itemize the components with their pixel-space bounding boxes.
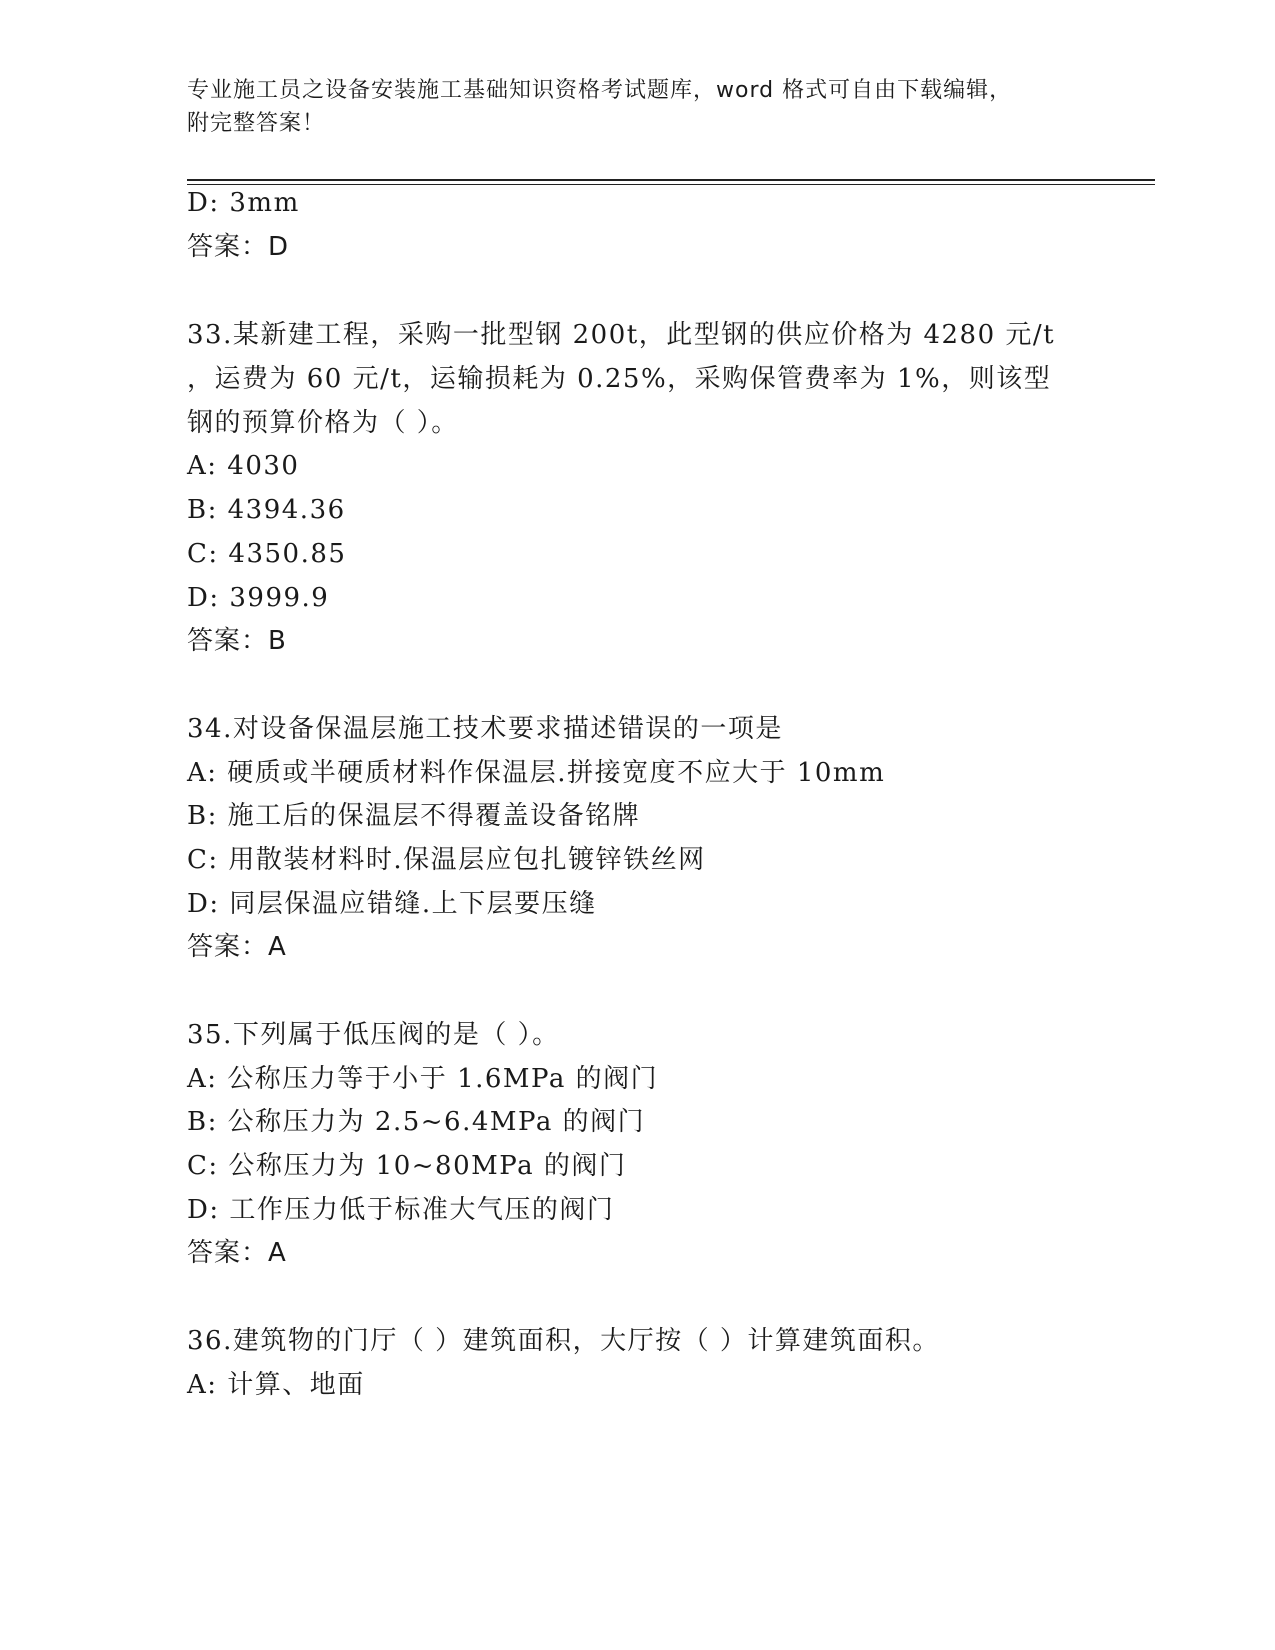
q33-stem-line-1: 33.某新建工程，采购一批型钢 200t，此型钢的供应价格为 4280 元/t [187,320,1056,350]
q34-answer: 答案：A [187,932,287,962]
q33-option-d: D: 3999.9 [187,583,330,613]
q33-option-c: C: 4350.85 [187,539,347,569]
q33-answer: 答案：B [187,626,287,656]
q32-option-d: D: 3mm [187,188,300,218]
q35-option-b: B: 公称压力为 2.5~6.4MPa 的阀门 [187,1107,646,1137]
q35-option-a: A: 公称压力等于小于 1.6MPa 的阀门 [187,1064,659,1094]
q33-option-b: B: 4394.36 [187,495,346,525]
q36-stem: 36.建筑物的门厅（ ）建筑面积，大厅按（ ）计算建筑面积。 [187,1326,940,1356]
q35-option-c: C: 公称压力为 10~80MPa 的阀门 [187,1151,627,1181]
q34-stem: 34.对设备保温层施工技术要求描述错误的一项是 [187,714,783,744]
q34-option-c: C: 用散装材料时.保温层应包扎镀锌铁丝网 [187,845,706,875]
q33-stem-line-2: ，运费为 60 元/t，运输损耗为 0.25%，采购保管费率为 1%，则该型 [187,364,1052,394]
q34-option-b: B: 施工后的保温层不得覆盖设备铭牌 [187,801,641,831]
q34-option-a: A: 硬质或半硬质材料作保温层.拼接宽度不应大于 10mm [187,758,886,788]
header-divider-thin [187,184,1155,185]
header-title-line-1: 专业施工员之设备安装施工基础知识资格考试题库，word 格式可自由下载编辑， [187,78,1013,103]
header-title-line-2: 附完整答案！ [187,111,326,136]
q35-answer: 答案：A [187,1238,287,1268]
q33-option-a: A: 4030 [187,451,300,481]
document-header [187,74,1087,140]
header-divider-thick [187,179,1155,181]
q34-option-d: D: 同层保温应错缝.上下层要压缝 [187,889,597,919]
q35-stem: 35.下列属于低压阀的是（ ）。 [187,1020,560,1050]
q35-option-d: D: 工作压力低于标准大气压的阀门 [187,1195,615,1225]
q36-option-a: A: 计算、地面 [187,1370,365,1400]
q33-stem-line-3: 钢的预算价格为（ ）。 [187,408,459,438]
q32-answer: 答案：D [187,232,290,262]
